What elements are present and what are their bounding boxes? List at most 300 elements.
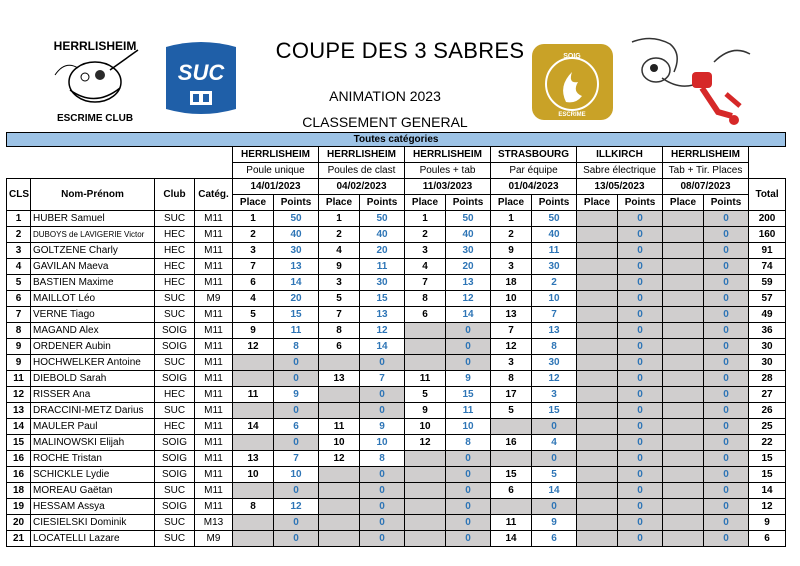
club-cell: SUC	[155, 515, 195, 531]
place-cell	[319, 483, 360, 499]
points-cell: 12	[532, 371, 577, 387]
place-cell: 4	[405, 259, 446, 275]
club-cell: SOIG	[155, 371, 195, 387]
place-cell: 3	[233, 243, 274, 259]
place-cell: 2	[491, 227, 532, 243]
category-cell: M11	[195, 211, 233, 227]
place-cell	[319, 467, 360, 483]
points-cell: 0	[704, 339, 749, 355]
place-cell: 11	[319, 419, 360, 435]
rank-cell: 9	[7, 355, 31, 371]
table-row	[7, 291, 786, 307]
club-cell: SUC	[155, 403, 195, 419]
place-cell: 12	[319, 451, 360, 467]
points-cell: 13	[274, 259, 319, 275]
points-cell: 0	[704, 259, 749, 275]
fencer-name-cell: HUBER Samuel	[31, 211, 155, 227]
club-cell: HEC	[155, 259, 195, 275]
total-cell: 30	[749, 355, 786, 371]
rank-cell: 21	[7, 531, 31, 547]
place-cell: 9	[233, 323, 274, 339]
table-row	[7, 419, 786, 435]
points-cell: 0	[618, 227, 663, 243]
total-cell: 12	[749, 499, 786, 515]
points-cell: 14	[532, 483, 577, 499]
points-cell: 0	[618, 467, 663, 483]
points-cell: 15	[532, 403, 577, 419]
total-cell: 160	[749, 227, 786, 243]
rank-cell: 4	[7, 259, 31, 275]
place-cell	[491, 419, 532, 435]
place-cell: 7	[405, 275, 446, 291]
place-cell	[577, 387, 618, 403]
club-cell: SUC	[155, 531, 195, 547]
col-header-name: Nom-Prénom	[31, 179, 155, 211]
place-cell: 2	[405, 227, 446, 243]
points-cell: 20	[446, 259, 491, 275]
fencer-name-cell: SCHICKLE Lydie	[31, 467, 155, 483]
category-cell: M13	[195, 515, 233, 531]
points-cell: 0	[360, 531, 405, 547]
points-cell: 0	[704, 403, 749, 419]
fencer-name-cell: MAILLOT Léo	[31, 291, 155, 307]
points-cell: 40	[274, 227, 319, 243]
place-cell: 5	[405, 387, 446, 403]
event-location: STRASBOURG	[491, 147, 577, 163]
col-header-categ: Catég.	[195, 179, 233, 211]
points-cell: 0	[618, 243, 663, 259]
col-header-cls: CLS	[7, 179, 31, 211]
place-cell	[577, 307, 618, 323]
place-cell	[405, 515, 446, 531]
suc-logo-text: SUC	[177, 60, 225, 85]
points-cell: 0	[532, 419, 577, 435]
place-cell: 10	[491, 291, 532, 307]
rank-cell: 11	[7, 371, 31, 387]
points-cell: 50	[532, 211, 577, 227]
points-cell: 13	[360, 307, 405, 323]
place-cell	[663, 451, 704, 467]
points-cell: 0	[618, 371, 663, 387]
event-location: HERRLISHEIM	[405, 147, 491, 163]
points-cell: 6	[274, 419, 319, 435]
points-cell: 0	[704, 515, 749, 531]
points-cell: 0	[274, 531, 319, 547]
points-cell: 11	[360, 259, 405, 275]
club-cell: SOIG	[155, 467, 195, 483]
points-cell: 0	[704, 467, 749, 483]
event-location: HERRLISHEIM	[663, 147, 749, 163]
col-header-club: Club	[155, 179, 195, 211]
total-cell: 27	[749, 387, 786, 403]
table-row	[7, 499, 786, 515]
rank-cell: 18	[7, 483, 31, 499]
category-banner: Toutes catégories	[7, 133, 786, 147]
col-header-points: Points	[618, 195, 663, 211]
place-cell: 2	[233, 227, 274, 243]
place-cell	[663, 275, 704, 291]
points-cell: 8	[446, 435, 491, 451]
place-cell: 3	[491, 259, 532, 275]
fencer-name-cell: HOCHWELKER Antoine	[31, 355, 155, 371]
place-cell	[663, 435, 704, 451]
points-cell: 0	[618, 403, 663, 419]
points-cell: 0	[360, 355, 405, 371]
place-cell	[577, 291, 618, 307]
club-cell: SUC	[155, 307, 195, 323]
club-cell: HEC	[155, 227, 195, 243]
rank-cell: 1	[7, 211, 31, 227]
place-cell: 6	[491, 483, 532, 499]
club-cell: SOIG	[155, 323, 195, 339]
table-row	[7, 275, 786, 291]
col-header-place: Place	[491, 195, 532, 211]
points-cell: 11	[532, 243, 577, 259]
points-cell: 40	[360, 227, 405, 243]
event-location-row	[7, 147, 786, 163]
points-cell: 0	[360, 387, 405, 403]
fencer-name-cell: MAULER Paul	[31, 419, 155, 435]
place-cell: 10	[405, 419, 446, 435]
place-cell	[319, 387, 360, 403]
col-header-place: Place	[233, 195, 274, 211]
place-cell	[663, 467, 704, 483]
event-format: Sabre électrique	[577, 163, 663, 179]
place-cell	[577, 227, 618, 243]
points-cell: 9	[360, 419, 405, 435]
club-cell: SOIG	[155, 451, 195, 467]
category-cell: M11	[195, 259, 233, 275]
event-location: HERRLISHEIM	[233, 147, 319, 163]
points-cell: 30	[274, 243, 319, 259]
points-cell: 9	[446, 371, 491, 387]
table-row	[7, 531, 786, 547]
place-cell: 17	[491, 387, 532, 403]
total-cell: 57	[749, 291, 786, 307]
points-cell: 0	[704, 355, 749, 371]
table-row	[7, 323, 786, 339]
col-header-place: Place	[319, 195, 360, 211]
points-cell: 0	[274, 515, 319, 531]
category-cell: M11	[195, 435, 233, 451]
logo-text-herrlisheim: HERRLISHEIM	[53, 39, 137, 53]
points-cell: 0	[360, 499, 405, 515]
place-cell	[577, 483, 618, 499]
total-cell: 28	[749, 371, 786, 387]
rank-cell: 12	[7, 387, 31, 403]
points-cell: 0	[360, 403, 405, 419]
rank-cell: 14	[7, 419, 31, 435]
page-title: COUPE DES 3 SABRES	[275, 38, 525, 63]
col-header-place: Place	[577, 195, 618, 211]
points-cell: 11	[274, 323, 319, 339]
place-cell	[577, 467, 618, 483]
place-cell: 6	[233, 275, 274, 291]
points-cell: 5	[532, 467, 577, 483]
place-cell	[663, 355, 704, 371]
event-location: HERRLISHEIM	[319, 147, 405, 163]
total-cell: 9	[749, 515, 786, 531]
fencer-name-cell: DRACCINI-METZ Darius	[31, 403, 155, 419]
points-cell: 0	[618, 355, 663, 371]
fencer-name-cell: DIEBOLD Sarah	[31, 371, 155, 387]
place-cell: 12	[233, 339, 274, 355]
col-header-place: Place	[405, 195, 446, 211]
points-cell: 0	[704, 243, 749, 259]
points-cell: 0	[446, 531, 491, 547]
fencer-name-cell: DUBOYS de LAVIGERIE Victor	[31, 227, 155, 243]
club-cell: HEC	[155, 275, 195, 291]
total-cell: 200	[749, 211, 786, 227]
points-cell: 0	[274, 483, 319, 499]
place-cell	[233, 355, 274, 371]
points-cell: 0	[446, 451, 491, 467]
place-cell: 6	[319, 339, 360, 355]
points-cell: 0	[446, 499, 491, 515]
points-cell: 50	[274, 211, 319, 227]
place-cell	[405, 323, 446, 339]
place-cell	[663, 531, 704, 547]
total-cell: 22	[749, 435, 786, 451]
points-cell: 30	[360, 275, 405, 291]
points-cell: 14	[446, 307, 491, 323]
points-cell: 0	[360, 483, 405, 499]
soig-logo-text: SOIG	[563, 53, 581, 60]
rank-cell: 6	[7, 291, 31, 307]
results-table	[6, 132, 786, 547]
table-row	[7, 467, 786, 483]
club-cell: HEC	[155, 387, 195, 403]
rank-cell: 20	[7, 515, 31, 531]
place-cell: 13	[233, 451, 274, 467]
place-cell	[577, 515, 618, 531]
event-date: 13/05/2023	[577, 179, 663, 195]
place-cell	[233, 371, 274, 387]
points-cell: 7	[360, 371, 405, 387]
place-cell	[663, 323, 704, 339]
place-cell	[405, 339, 446, 355]
rank-cell: 7	[7, 307, 31, 323]
place-cell: 7	[233, 259, 274, 275]
points-cell: 0	[704, 451, 749, 467]
event-date-row	[7, 179, 786, 195]
table-row	[7, 387, 786, 403]
place-cell	[663, 483, 704, 499]
table-row	[7, 435, 786, 451]
points-cell: 0	[532, 499, 577, 515]
points-cell: 20	[274, 291, 319, 307]
rank-cell: 13	[7, 403, 31, 419]
place-cell	[319, 531, 360, 547]
points-cell: 12	[446, 291, 491, 307]
place-cell: 2	[319, 227, 360, 243]
event-date: 11/03/2023	[405, 179, 491, 195]
place-cell: 9	[319, 259, 360, 275]
points-cell: 0	[704, 275, 749, 291]
points-cell: 0	[704, 499, 749, 515]
fencer-name-cell: ROCHE Tristan	[31, 451, 155, 467]
rank-cell: 8	[7, 323, 31, 339]
total-cell: 25	[749, 419, 786, 435]
place-cell	[663, 307, 704, 323]
table-row	[7, 227, 786, 243]
club-cell: SUC	[155, 291, 195, 307]
fencer-name-cell: ORDENER Aubin	[31, 339, 155, 355]
category-cell: M11	[195, 227, 233, 243]
fencer-name-cell: RISSER Ana	[31, 387, 155, 403]
points-cell: 3	[532, 387, 577, 403]
place-cell	[319, 403, 360, 419]
place-cell: 18	[491, 275, 532, 291]
place-cell: 3	[491, 355, 532, 371]
total-cell: 26	[749, 403, 786, 419]
points-cell: 0	[704, 483, 749, 499]
category-cell: M11	[195, 387, 233, 403]
points-cell: 8	[360, 451, 405, 467]
points-cell: 0	[274, 435, 319, 451]
points-cell: 30	[446, 243, 491, 259]
points-cell: 0	[704, 291, 749, 307]
place-cell: 1	[233, 211, 274, 227]
place-cell: 13	[491, 307, 532, 323]
place-cell	[577, 403, 618, 419]
points-cell: 0	[446, 355, 491, 371]
table-row	[7, 243, 786, 259]
table-row	[7, 483, 786, 499]
fencer-name-cell: MALINOWSKI Elijah	[31, 435, 155, 451]
place-cell: 9	[491, 243, 532, 259]
place-cell: 10	[319, 435, 360, 451]
table-row	[7, 355, 786, 371]
points-cell: 0	[618, 275, 663, 291]
place-cell	[663, 339, 704, 355]
points-cell: 4	[532, 435, 577, 451]
col-header-points: Points	[360, 195, 405, 211]
points-cell: 6	[532, 531, 577, 547]
points-cell: 8	[274, 339, 319, 355]
place-cell	[577, 243, 618, 259]
place-cell	[663, 387, 704, 403]
place-cell	[663, 291, 704, 307]
points-cell: 0	[618, 451, 663, 467]
total-cell: 15	[749, 467, 786, 483]
results-body	[7, 211, 786, 547]
points-cell: 0	[704, 227, 749, 243]
points-cell: 0	[446, 515, 491, 531]
total-cell: 49	[749, 307, 786, 323]
fencer-name-cell: GOLTZENE Charly	[31, 243, 155, 259]
points-cell: 0	[618, 259, 663, 275]
place-cell	[663, 499, 704, 515]
category-cell: M11	[195, 483, 233, 499]
category-cell: M11	[195, 451, 233, 467]
points-cell: 0	[618, 435, 663, 451]
place-cell	[577, 211, 618, 227]
club-cell: SUC	[155, 483, 195, 499]
place-cell: 3	[319, 275, 360, 291]
place-cell	[663, 211, 704, 227]
place-cell: 11	[405, 371, 446, 387]
place-cell	[577, 499, 618, 515]
points-cell: 0	[618, 339, 663, 355]
points-cell: 40	[446, 227, 491, 243]
club-cell: HEC	[155, 243, 195, 259]
points-cell: 40	[532, 227, 577, 243]
place-cell	[577, 419, 618, 435]
event-date: 08/07/2023	[663, 179, 749, 195]
col-header-points: Points	[274, 195, 319, 211]
place-cell: 5	[491, 403, 532, 419]
page-subtitle: ANIMATION 2023	[329, 88, 441, 104]
place-cell: 11	[233, 387, 274, 403]
points-cell: 7	[532, 307, 577, 323]
total-cell: 14	[749, 483, 786, 499]
total-cell: 36	[749, 323, 786, 339]
place-cell: 16	[491, 435, 532, 451]
event-date: 14/01/2023	[233, 179, 319, 195]
place-cell	[577, 355, 618, 371]
place-cell: 13	[319, 371, 360, 387]
place-cell: 1	[319, 211, 360, 227]
soig-escrime-logo	[530, 42, 615, 122]
points-cell: 0	[274, 403, 319, 419]
category-cell: M11	[195, 467, 233, 483]
points-cell: 13	[446, 275, 491, 291]
table-row	[7, 211, 786, 227]
place-cell	[577, 531, 618, 547]
points-cell: 0	[618, 499, 663, 515]
place-cell: 12	[491, 339, 532, 355]
place-cell	[577, 451, 618, 467]
points-cell: 0	[618, 211, 663, 227]
place-cell: 15	[491, 467, 532, 483]
place-cell	[405, 355, 446, 371]
place-cell	[577, 371, 618, 387]
points-cell: 0	[360, 467, 405, 483]
place-cell	[663, 259, 704, 275]
table-row	[7, 371, 786, 387]
place-cell: 12	[405, 435, 446, 451]
event-format: Tab + Tir. Places	[663, 163, 749, 179]
place-cell: 1	[405, 211, 446, 227]
place-cell: 4	[319, 243, 360, 259]
points-cell: 0	[618, 323, 663, 339]
points-cell: 11	[446, 403, 491, 419]
points-cell: 13	[532, 323, 577, 339]
fencer-name-cell: LOCATELLI Lazare	[31, 531, 155, 547]
place-cell	[663, 515, 704, 531]
rank-cell: 16	[7, 451, 31, 467]
place-cell	[233, 483, 274, 499]
place-cell	[319, 355, 360, 371]
place-cell	[663, 419, 704, 435]
points-cell: 10	[274, 467, 319, 483]
classement-title: CLASSEMENT GENERAL	[302, 114, 468, 130]
place-cell	[233, 435, 274, 451]
place-cell: 3	[405, 243, 446, 259]
rank-cell: 9	[7, 339, 31, 355]
rank-cell: 5	[7, 275, 31, 291]
points-cell: 0	[704, 435, 749, 451]
place-cell	[577, 435, 618, 451]
points-cell: 0	[618, 291, 663, 307]
fencer-name-cell: GAVILAN Maeva	[31, 259, 155, 275]
table-row	[7, 515, 786, 531]
place-cell	[577, 339, 618, 355]
points-cell: 15	[360, 291, 405, 307]
category-cell: M11	[195, 371, 233, 387]
category-cell: M11	[195, 243, 233, 259]
